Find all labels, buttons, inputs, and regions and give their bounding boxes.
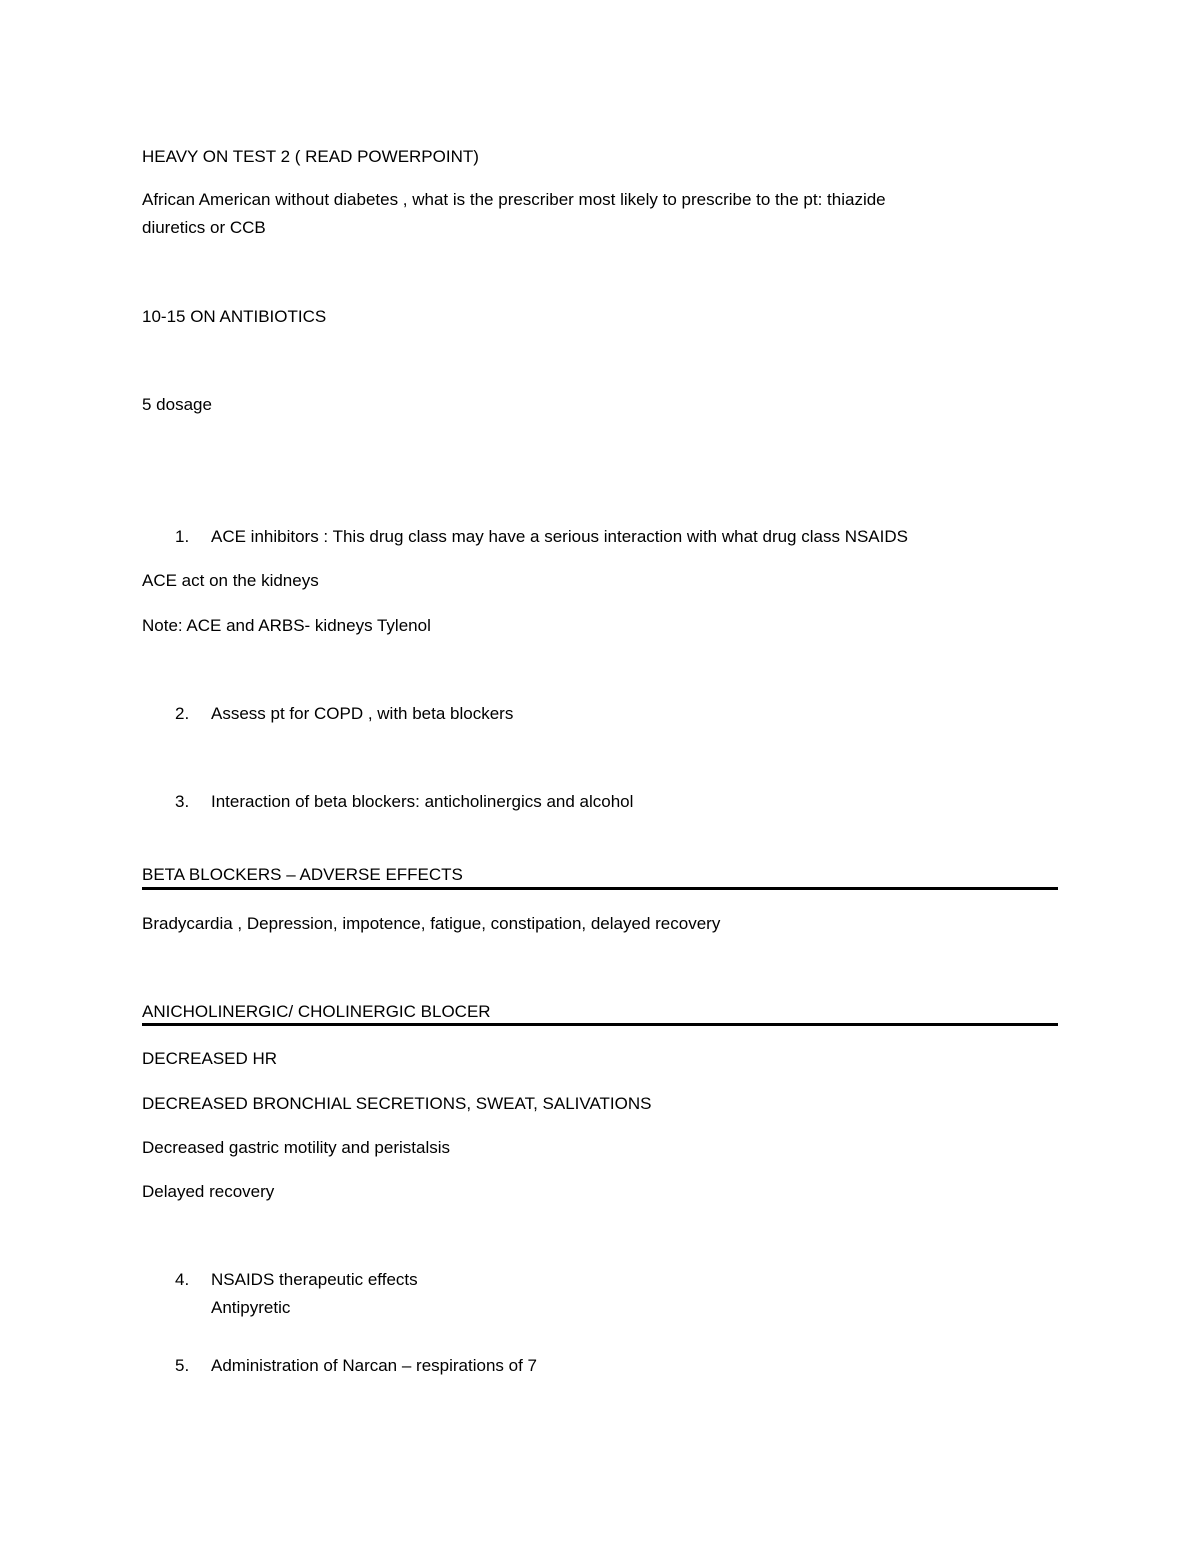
anticholinergic-effect: Decreased gastric motility and peristalsis: [142, 1138, 451, 1157]
question-line-continued: diuretics or CCB: [142, 218, 266, 237]
ace-arbs-note: Note: ACE and ARBS- kidneys Tylenol: [142, 616, 431, 635]
list-item-text: NSAIDS therapeutic effects: [211, 1270, 418, 1289]
list-item-text: Administration of Narcan – respirations of 7: [211, 1356, 537, 1375]
test-heading: HEAVY ON TEST 2 ( READ POWERPOINT): [142, 147, 479, 166]
section-divider: [142, 887, 1058, 890]
list-item-subtext: Antipyretic: [211, 1298, 291, 1317]
beta-blockers-heading: BETA BLOCKERS – ADVERSE EFFECTS: [142, 865, 463, 884]
anticholinergic-heading: ANICHOLINERGIC/ CHOLINERGIC BLOCER: [142, 1002, 491, 1021]
beta-blockers-effects: Bradycardia , Depression, impotence, fatigue, constipation, delayed recovery: [142, 914, 721, 933]
list-item-number: 2.: [175, 704, 190, 723]
list-item-number: 1.: [175, 527, 190, 546]
question-line: African American without diabetes , what is the prescriber most likely to prescribe to the pt: thiazide: [142, 190, 886, 209]
list-item-number: 3.: [175, 792, 190, 811]
list-item-number: 4.: [175, 1270, 190, 1289]
anticholinergic-effect: Delayed recovery: [142, 1182, 275, 1201]
ace-note: ACE act on the kidneys: [142, 571, 319, 590]
anticholinergic-effect: DECREASED BRONCHIAL SECRETIONS, SWEAT, SALIVATIONS: [142, 1094, 652, 1113]
list-item-number: 5.: [175, 1356, 190, 1375]
antibiotics-note: 10-15 ON ANTIBIOTICS: [142, 307, 327, 326]
list-item-text: Assess pt for COPD , with beta blockers: [211, 704, 514, 723]
dosage-note: 5 dosage: [142, 395, 212, 414]
list-item-text: Interaction of beta blockers: anticholinergics and alcohol: [211, 792, 634, 811]
anticholinergic-effect: DECREASED HR: [142, 1049, 278, 1068]
section-divider: [142, 1023, 1058, 1026]
list-item-text: ACE inhibitors : This drug class may have a serious interaction with what drug class NSAIDS: [211, 527, 908, 546]
